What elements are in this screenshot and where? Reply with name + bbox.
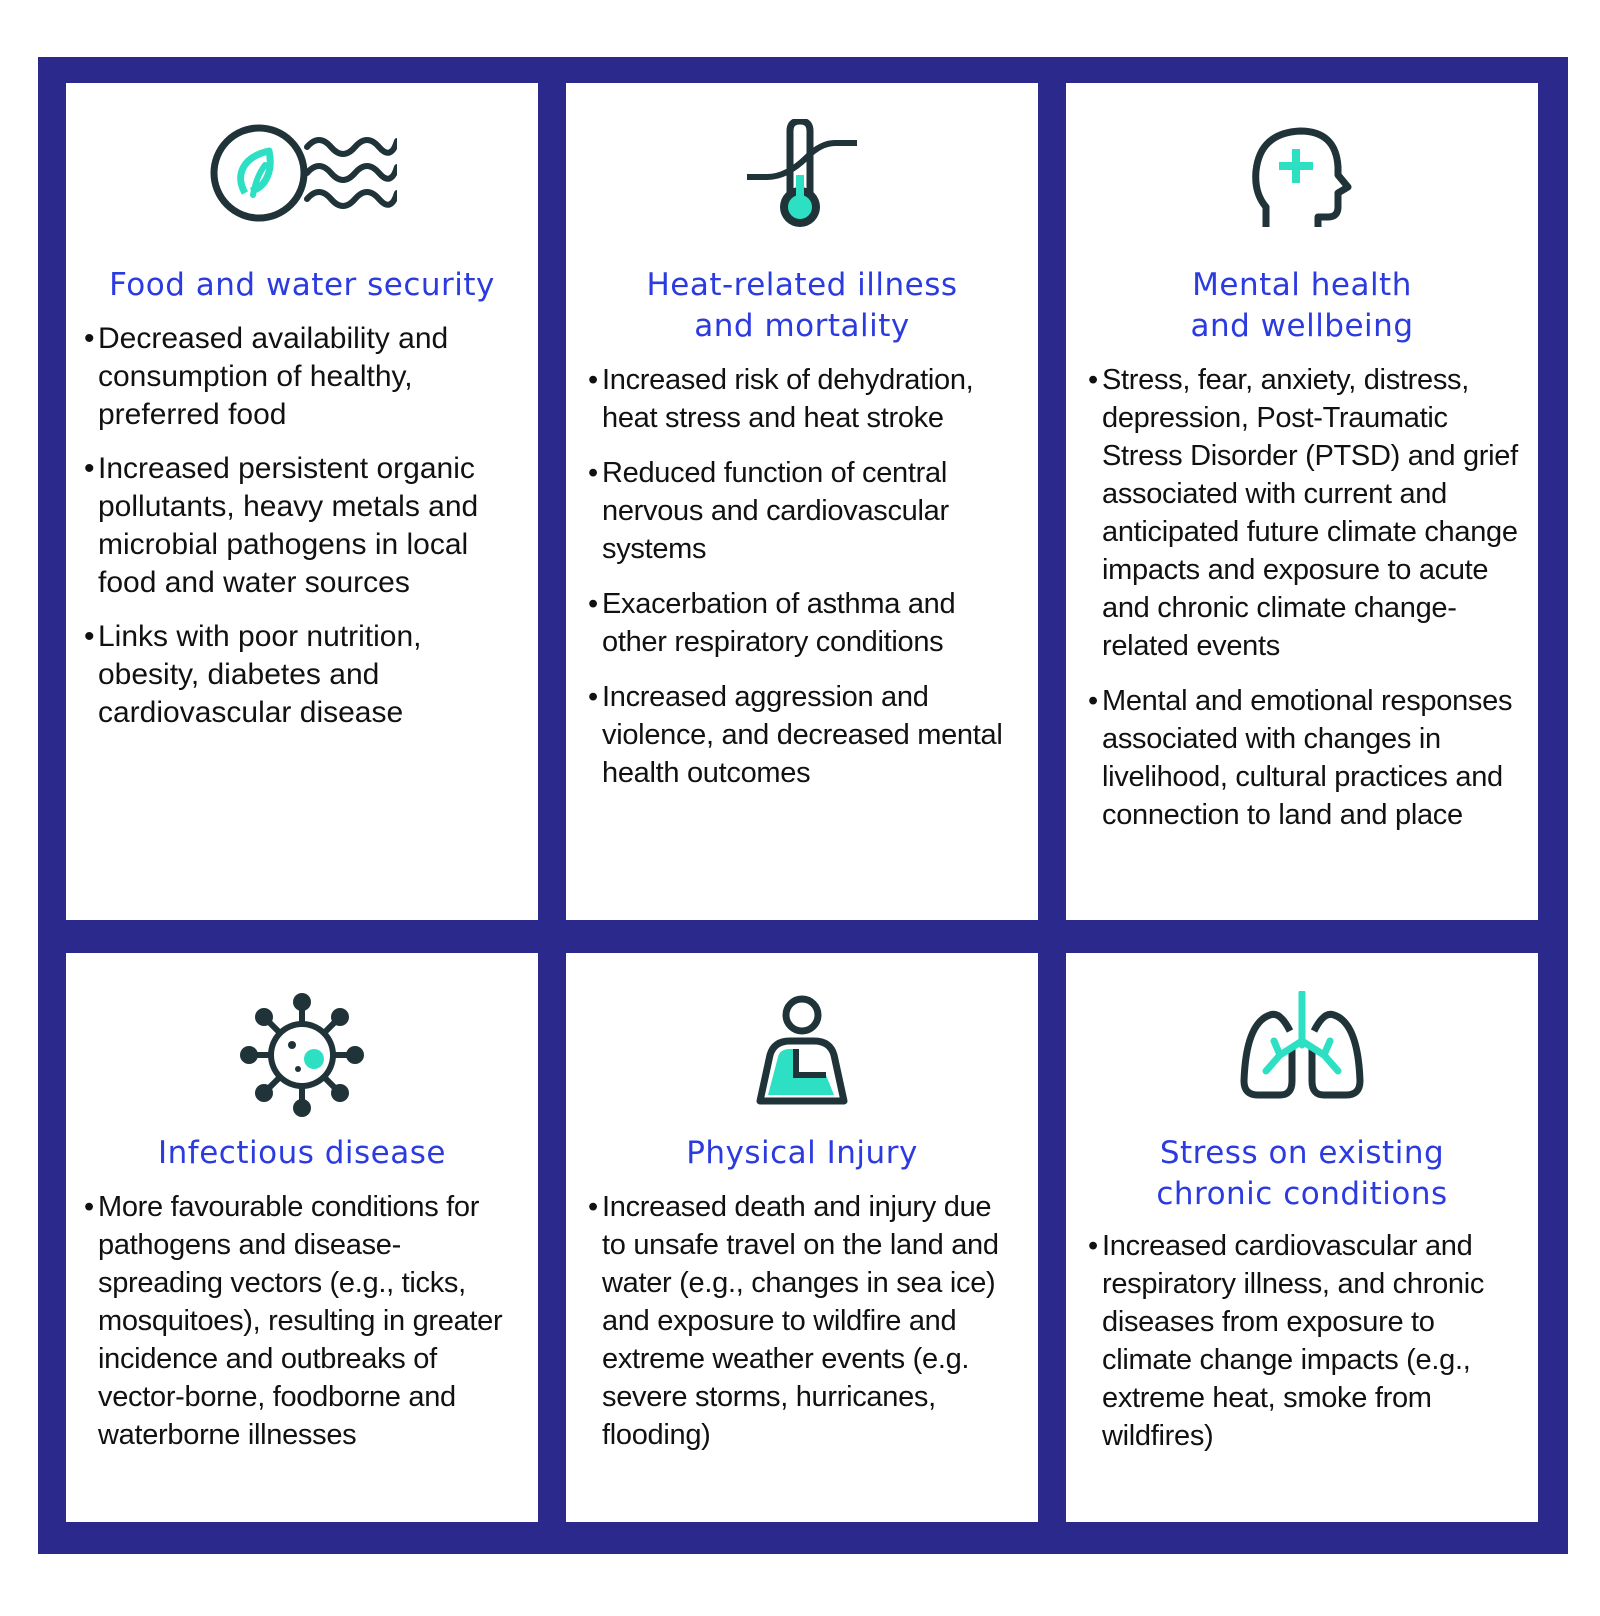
leaf-water-icon <box>207 121 397 225</box>
card-physical-injury <box>566 953 1038 1522</box>
card-title: Mental health and wellbeing <box>1190 267 1414 344</box>
bullet-list <box>588 361 1022 809</box>
list-item: • Exacerbation of asthma and other respiratory conditions <box>588 588 956 658</box>
card-chronic-conditions <box>1066 953 1538 1522</box>
card-title: Stress on existing chronic conditions <box>1156 1135 1448 1212</box>
list-item: • Increased cardiovascular and respiratory illness, and chronic diseases from exposure to climate change impacts (e.g., extreme heat, smoke from wildfires) <box>1088 1230 1485 1452</box>
list-item: • Reduced function of central nervous and cardiovascular systems <box>588 457 949 565</box>
card-mental-health <box>1066 83 1538 920</box>
list-item: • Links with poor nutrition, obesity, diabetes and cardiovascular disease <box>84 620 422 729</box>
injured-person-icon <box>756 995 848 1109</box>
lungs-icon <box>1240 991 1364 1103</box>
card-title: Food and water security <box>109 267 495 303</box>
bullet-list <box>1088 1227 1522 1472</box>
card-food-water-security <box>66 83 538 920</box>
bullet-list <box>84 320 518 748</box>
card-heat-related-illness <box>566 83 1038 920</box>
thermometer-icon <box>747 119 857 231</box>
list-item: • Increased death and injury due to unsafe travel on the land and water (e.g., changes in sea ice) and exposure to wildfire and extreme weather events (e.g. severe storms, hurricanes, flooding) <box>588 1191 999 1451</box>
bullet-list <box>84 1188 518 1471</box>
head-plus-icon <box>1252 127 1352 231</box>
list-item: • Increased persistent organic pollutants, heavy metals and microbial pathogens in local food and water sources <box>84 452 479 599</box>
card-title: Infectious disease <box>158 1135 446 1171</box>
bullet-list <box>588 1188 1022 1471</box>
list-item: • Decreased availability and consumption of healthy, preferred food <box>84 322 449 431</box>
list-item: • Increased risk of dehydration, heat stress and heat stroke <box>588 364 974 434</box>
list-item: • Stress, fear, anxiety, distress, depression, Post-Traumatic Stress Disorder (PTSD) and grief associated with current and anticipated future climate change impacts and exposure to acute and chronic climate change-related events <box>1088 364 1518 662</box>
virus-icon <box>240 993 364 1117</box>
list-item: • Mental and emotional responses associated with changes in livelihood, cultural practices and connection to land and place <box>1088 685 1513 831</box>
card-title: Physical Injury <box>686 1135 918 1171</box>
list-item: • Increased aggression and violence, and decreased mental health outcomes <box>588 681 1003 789</box>
card-title: Heat-related illness and mortality <box>646 267 958 344</box>
list-item: • More favourable conditions for pathogens and disease-spreading vectors (e.g., ticks, mosquitoes), resulting in greater incidence and outbreaks of vector-borne, foodborne and waterborne illnesses <box>84 1191 503 1451</box>
card-infectious-disease <box>66 953 538 1522</box>
bullet-list <box>1088 361 1532 851</box>
